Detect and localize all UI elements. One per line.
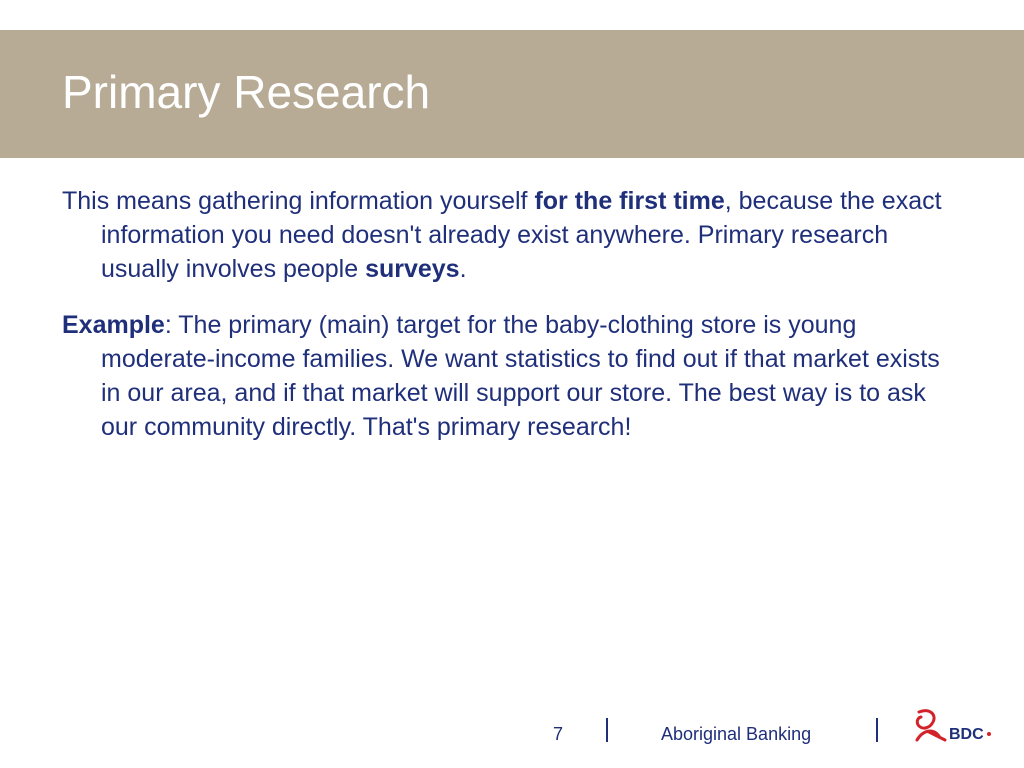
logo-text: BDC bbox=[949, 726, 984, 743]
footer-divider bbox=[606, 718, 608, 742]
paragraph-1-text-c: . bbox=[459, 255, 467, 283]
paragraph-1-text-a: This means gathering information yourself bbox=[62, 187, 535, 215]
paragraph-1-bold-a: for the first time bbox=[534, 187, 725, 215]
slide-title: Primary Research bbox=[62, 66, 431, 118]
paragraph-2-text-a: : The primary (main) target for the baby-clothing store is young moderate-income families. We want statistics to find out if that market exists in our area, and if that market will support our store. The best way is to ask our community directly. That's primary research! bbox=[101, 311, 940, 441]
slide-body bbox=[62, 184, 962, 466]
bdc-logo-icon bbox=[909, 706, 993, 746]
footer-divider bbox=[876, 718, 878, 742]
page-number: 7 bbox=[553, 724, 564, 744]
paragraph-1-bold-b: surveys bbox=[365, 255, 460, 283]
paragraph-1-text-b: , because the exact information you need doesn't already exist anywhere. Primary research usually involves people bbox=[101, 187, 942, 283]
paragraph-example bbox=[62, 308, 962, 444]
paragraph-2-bold-a: Example bbox=[62, 311, 165, 339]
footer-label: Aboriginal Banking bbox=[661, 724, 812, 744]
paragraph-definition bbox=[62, 184, 962, 286]
